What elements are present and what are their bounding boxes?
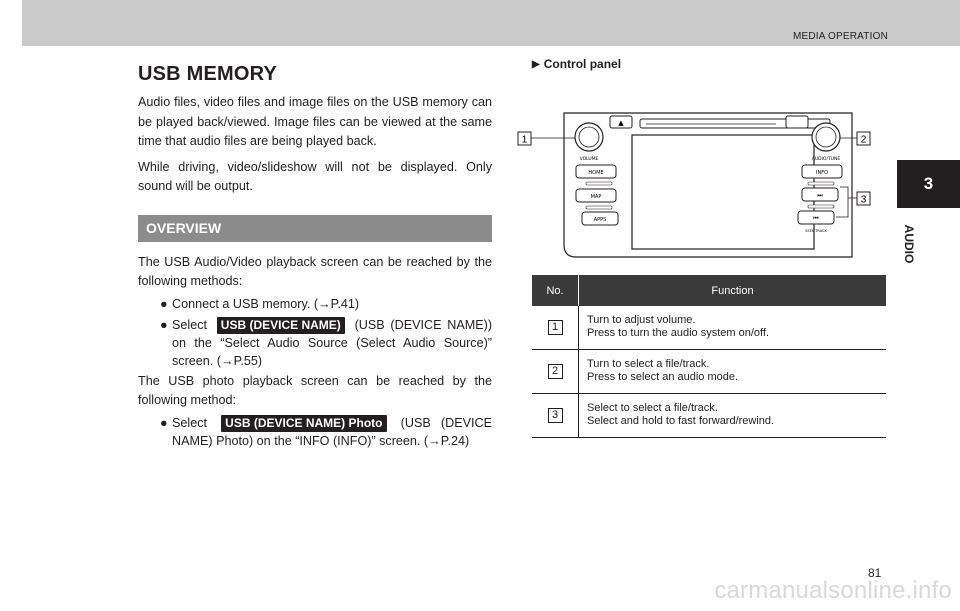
bullet-text: Connect a USB memory. (→P.41) xyxy=(172,296,360,311)
callout-2-label: 2 xyxy=(860,134,867,146)
table-header-no: No. xyxy=(532,275,579,306)
photo-methods-paragraph: The USB photo playback screen can be reached by the following method: xyxy=(138,373,492,407)
function-line-2: Press to select an audio mode. xyxy=(587,371,739,383)
bullet-select-usb-photo xyxy=(160,414,492,450)
page-number: 81 xyxy=(868,566,882,580)
menu-button[interactable] xyxy=(786,116,808,128)
triangle-right-icon: ▶ xyxy=(532,58,540,70)
bullet-text-post: (USB (DEVICE NAME) Photo) on the “INFO (INFO)” screen. (→P.24) xyxy=(172,415,492,448)
callout-1-label: 1 xyxy=(521,134,528,146)
bullet-dot: ● xyxy=(160,317,168,332)
function-line-2: Press to turn the audio system on/off. xyxy=(587,327,770,339)
audio-video-methods-paragraph: The USB Audio/Video playback screen can be reached by the following methods: xyxy=(138,254,492,288)
bullet-connect-usb xyxy=(160,295,492,313)
table-row xyxy=(532,306,886,350)
usb-device-name-button[interactable]: USB (DEVICE NAME) xyxy=(217,317,345,334)
bullet-text-pre: Select xyxy=(172,317,208,332)
display-screen xyxy=(632,135,814,249)
row-number: 3 xyxy=(548,408,563,423)
function-table xyxy=(532,275,886,438)
callout-3-label: 3 xyxy=(860,194,867,206)
section-label: MEDIA OPERATION xyxy=(792,31,888,42)
intro-paragraph: Audio files, video files and image files on the USB memory can be played back/viewed. Image files can be viewed at the same time that audio files are being played back. xyxy=(138,95,492,148)
driving-note-paragraph: While driving, video/slideshow will not be displayed. Only sound will be output. xyxy=(138,159,492,193)
chapter-name: AUDIO xyxy=(902,224,916,264)
apps-button-label: APPS xyxy=(593,217,607,223)
usb-device-name-photo-button[interactable]: USB (DEVICE NAME) Photo xyxy=(221,415,386,432)
bullet-dot: ● xyxy=(160,296,168,311)
table-row xyxy=(532,350,886,394)
bullet-text-pre: Select xyxy=(172,415,208,430)
function-line-2: Select and hold to fast forward/rewind. xyxy=(587,415,775,427)
function-line-1: Select to select a file/track. xyxy=(587,402,718,414)
control-panel-illustration xyxy=(514,105,874,265)
bullet-text-post: (USB (DEVICE NAME)) on the “Select Audio Source (Select Audio Source)” screen. (→P.55) xyxy=(172,317,493,368)
chapter-number-tab: 3 xyxy=(897,160,960,208)
watermark: carmanualsonline.info xyxy=(714,577,952,604)
overview-heading: OVERVIEW xyxy=(138,215,492,242)
chapter-name-tab xyxy=(889,214,929,274)
table-header-function: Function xyxy=(579,275,887,306)
page-title: USB MEMORY xyxy=(138,62,278,85)
function-line-1: Turn to adjust volume. xyxy=(587,314,696,326)
bullet-dot: ● xyxy=(160,415,168,430)
left-column xyxy=(138,55,492,450)
row-number: 1 xyxy=(548,320,563,335)
seek-track-label: SEEK TRACK xyxy=(805,229,827,233)
seek-back-icon: ⏮ xyxy=(813,215,819,222)
function-line-1: Turn to select a file/track. xyxy=(587,358,710,370)
control-panel-heading xyxy=(532,55,888,73)
volume-label: VOLUME xyxy=(579,157,599,162)
row-number: 2 xyxy=(548,364,563,379)
map-button-label: MAP xyxy=(590,194,602,200)
table-row xyxy=(532,394,886,438)
seek-forward-icon: ⏭ xyxy=(817,192,823,199)
home-button-label: HOME xyxy=(588,170,604,176)
bullet-select-usb-device xyxy=(160,316,492,370)
eject-icon: ▲ xyxy=(618,119,624,127)
info-button-label: INFO xyxy=(815,170,829,176)
audio-tune-label: AUDIO/TUNE xyxy=(811,157,841,162)
right-column xyxy=(532,55,888,73)
control-panel-heading-text: Control panel xyxy=(543,57,622,71)
